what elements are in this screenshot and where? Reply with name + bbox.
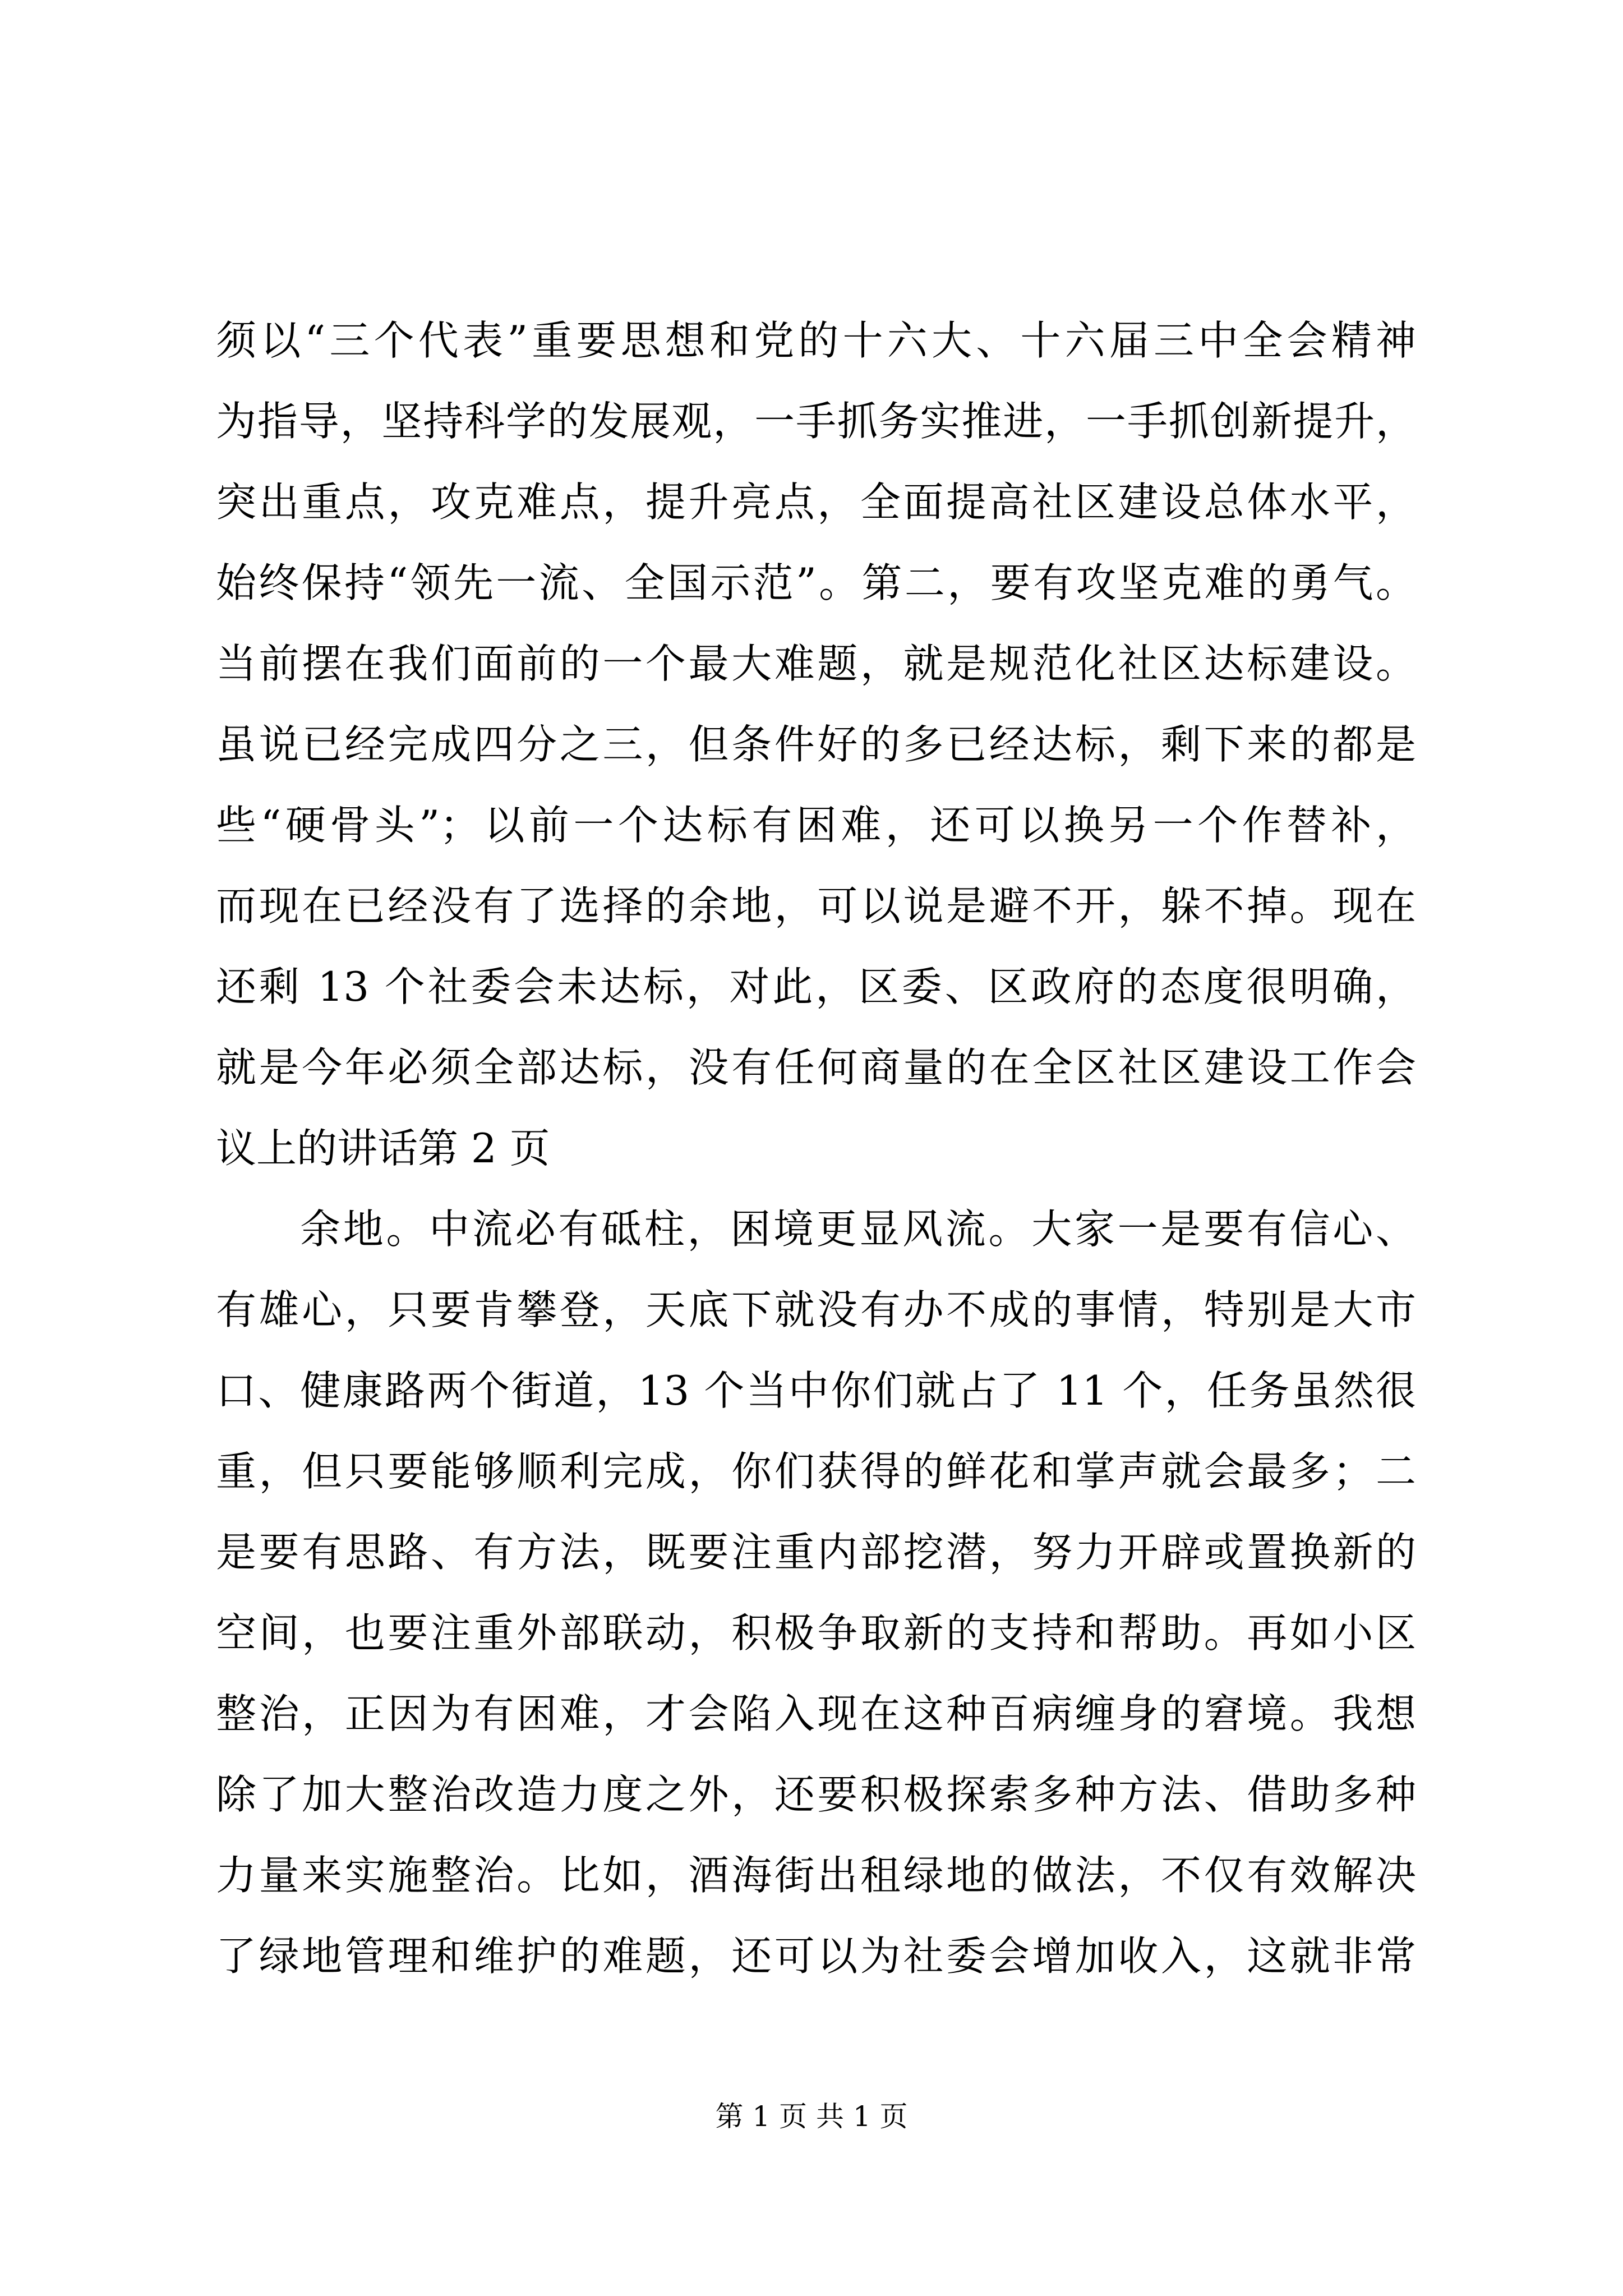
paragraph-2-line-10: 了绿地管理和维护的难题，还可以为社委会增加收入，这就非常 [216,1932,1416,1980]
paragraph-2-line-1: 余地。中流必有砥柱，困境更显风流。大家一是要有信心、 [300,1205,1416,1253]
paragraph-1-line-11: 议上的讲话第 2 页 [216,1125,550,1172]
paragraph-1-line-10: 就是今年必须全部达标，没有任何商量的在全区社区建设工作会 [216,1044,1416,1091]
page-number-label: 第 1 页 共 1 页 [715,2100,908,2133]
document-body [216,300,1416,1996]
paragraph-1-line-8: 而现在已经没有了选择的余地，可以说是避不开，躲不掉。现在 [216,882,1416,930]
paragraph-2-line-8: 除了加大整治改造力度之外，还要积极探索多种方法、借助多种 [216,1771,1416,1818]
paragraph-2-line-7: 整治，正因为有困难，才会陷入现在这种百病缠身的窘境。我想 [216,1690,1416,1737]
paragraph-2-line-5: 是要有思路、有方法，既要注重内部挖潜，努力开辟或置换新的 [216,1529,1416,1576]
paragraph-1-line-3: 突出重点，攻克难点，提升亮点，全面提高社区建设总体水平， [216,478,1416,526]
paragraph-1-line-6: 虽说已经完成四分之三，但条件好的多已经达标，剩下来的都是 [216,721,1416,768]
paragraph-1-line-4: 始终保持“领先一流、全国示范”。第二，要有攻坚克难的勇气。 [216,559,1416,606]
paragraph-1-line-2: 为指导，坚持科学的发展观，一手抓务实推进，一手抓创新提升， [216,398,1416,445]
paragraph-2-line-9: 力量来实施整治。比如，酒海街出租绿地的做法，不仅有效解决 [216,1852,1416,1899]
paragraph-2-line-6: 空间，也要注重外部联动，积极争取新的支持和帮助。再如小区 [216,1609,1416,1657]
page-footer [0,2097,1623,2136]
paragraph-1-line-1: 须以“三个代表”重要思想和党的十六大、十六届三中全会精神 [216,317,1416,364]
paragraph-2-line-4: 重，但只要能够顺利完成，你们获得的鲜花和掌声就会最多；二 [216,1448,1416,1495]
paragraph-1-line-7: 些“硬骨头”；以前一个达标有困难，还可以换另一个作替补， [216,802,1416,849]
paragraph-2-line-3: 口、健康路两个街道，13 个当中你们就占了 11 个，任务虽然很 [216,1367,1416,1414]
paragraph-2-line-2: 有雄心，只要肯攀登，天底下就没有办不成的事情，特别是大市 [216,1286,1416,1333]
paragraph-1-line-9: 还剩 13 个社委会未达标，对此，区委、区政府的态度很明确， [216,963,1416,1010]
paragraph-1-line-5: 当前摆在我们面前的一个最大难题，就是规范化社区达标建设。 [216,640,1416,687]
